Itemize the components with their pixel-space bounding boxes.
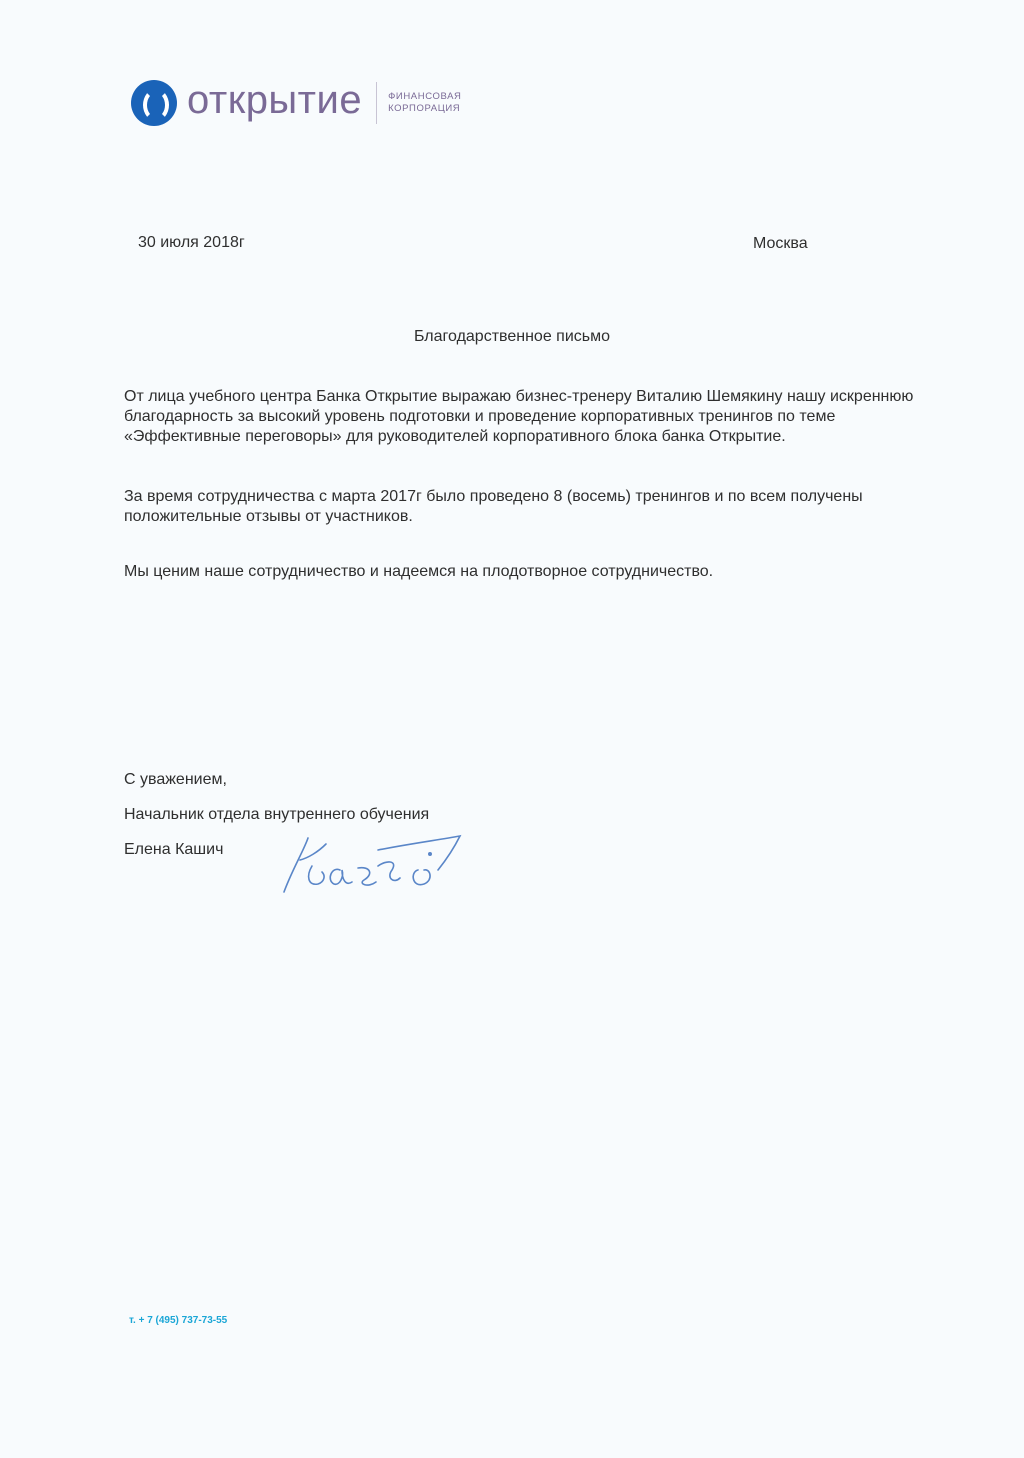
logo-divider — [376, 82, 377, 124]
body-paragraph: За время сотрудничества с марта 2017г было проведено 8 (восемь) тренингов и по всем получены положительные отзывы от участников. — [124, 488, 863, 525]
letter-city: Москва — [753, 235, 808, 252]
body-paragraph: Мы ценим наше сотрудничество и надеемся на плодотворное сотрудничество. — [124, 563, 714, 580]
letter-title: Благодарственное письмо — [413, 328, 610, 345]
brand-subtitle — [388, 91, 461, 115]
otkritie-logo-icon — [131, 80, 177, 126]
footer-phone: т. + 7 (495) 737-73-55 — [129, 1315, 228, 1326]
company-logo — [131, 80, 461, 126]
brand-name: открытие — [187, 78, 363, 122]
brand-subtitle-line1: ФИНАНСОВАЯ — [388, 91, 462, 102]
brand-subtitle-line2: КОРПОРАЦИЯ — [388, 103, 461, 114]
handwritten-signature-icon — [278, 830, 468, 900]
letter-date: 30 июля 2018г — [138, 234, 245, 251]
signer-position: Начальник отдела внутреннего обучения — [124, 806, 430, 823]
closing-regards: С уважением, — [124, 771, 227, 788]
body-paragraph: От лица учебного центра Банка Открытие выражаю бизнес-тренеру Виталию Шемякину нашу искреннюю благодарность за высокий уровень подготовки и проведение корпоративных тренингов по теме «Эффективные переговоры» для руководителей корпоративного блока банка Открытие. — [124, 388, 914, 445]
signer-name: Елена Кашич — [124, 841, 224, 858]
